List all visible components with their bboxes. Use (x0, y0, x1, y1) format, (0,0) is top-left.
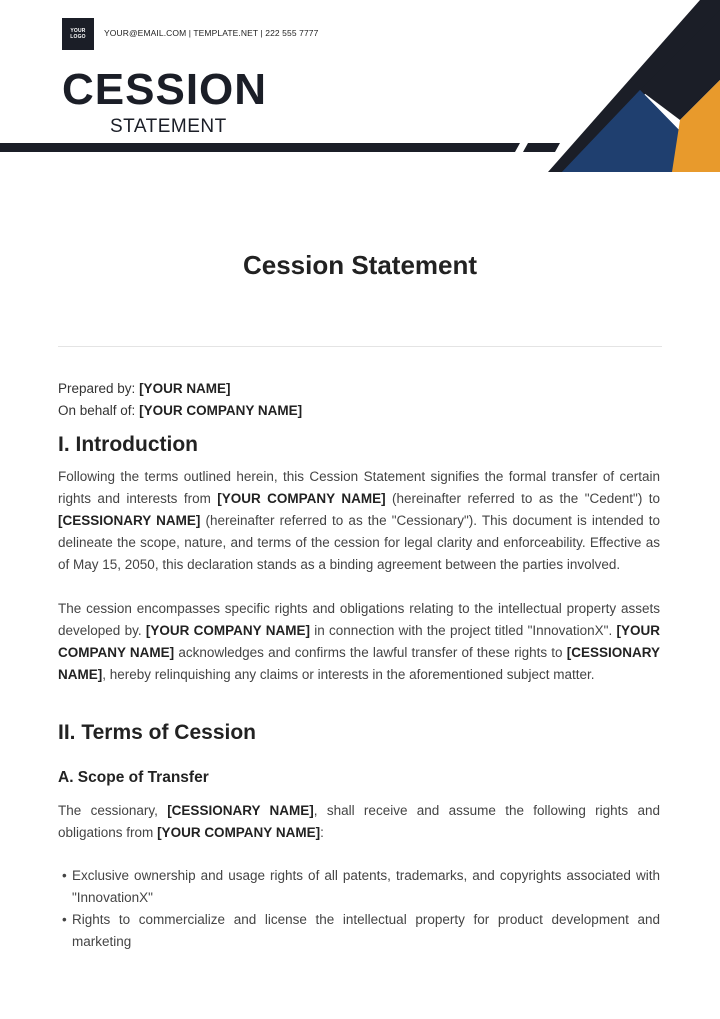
scope-paragraph: The cessionary, [CESSIONARY NAME], shall receive and assume the following rights and obligations from [YOUR COMPANY NAME]: (58, 803, 661, 840)
header-stripe (0, 143, 520, 152)
on-behalf-of (58, 400, 660, 422)
document-body (58, 378, 660, 953)
section-heading-terms: II. Terms of Cession (58, 721, 256, 744)
subsection-heading-scope: A. Scope of Transfer (58, 769, 209, 786)
company-logo (62, 18, 94, 50)
prepared-by-label: Prepared by: (58, 381, 136, 396)
brand-title: CESSION (62, 65, 268, 114)
logo-text: YOUR LOGO (70, 28, 86, 40)
title-divider (58, 346, 662, 347)
document-title: Cession Statement (242, 250, 478, 280)
on-behalf-label: On behalf of: (58, 403, 136, 418)
list-item: • Rights to commercialize and license the intellectual property for product development and marketing (58, 909, 660, 953)
prepared-by-value: [YOUR NAME] (139, 381, 231, 396)
on-behalf-value: [YOUR COMPANY NAME] (139, 403, 303, 418)
intro-paragraph-2: The cession encompasses specific rights and obligations relating to the intellectual property assets developed by. [YOUR COMPANY NAME] in connection with the project titled "InnovationX". [YOUR COMPANY NAME] acknowledges and confirms the lawful transfer of these rights to [CESSIONARY NAME], hereby relinquishing any claims or interests in the aforementioned subject matter. (58, 601, 660, 682)
list-item: • Exclusive ownership and usage rights of all patents, trademarks, and copyrights associated with "InnovationX" (58, 865, 660, 909)
contact-info: YOUR@EMAIL.COM | TEMPLATE.NET | 222 555 7777 (104, 28, 319, 38)
header-stripe-segment (523, 143, 560, 152)
scope-bullet-list (58, 865, 660, 953)
section-heading-introduction: I. Introduction (58, 433, 198, 456)
prepared-by (58, 378, 660, 400)
intro-paragraph-1: Following the terms outlined herein, this Cession Statement signifies the formal transfer of certain rights and interests from [YOUR COMPANY NAME] (hereinafter referred to as the "Cedent") to [CESSIONARY NAME] (hereinafter referred to as the "Cessionary"). This document is intended to delineate the scope, nature, and terms of the cession for legal clarity and enforceability. Effective as of May 15, 2050, this declaration stands as a binding agreement between the parties involved. (58, 469, 661, 572)
header-banner (0, 0, 720, 180)
brand-subtitle: STATEMENT (110, 116, 227, 137)
